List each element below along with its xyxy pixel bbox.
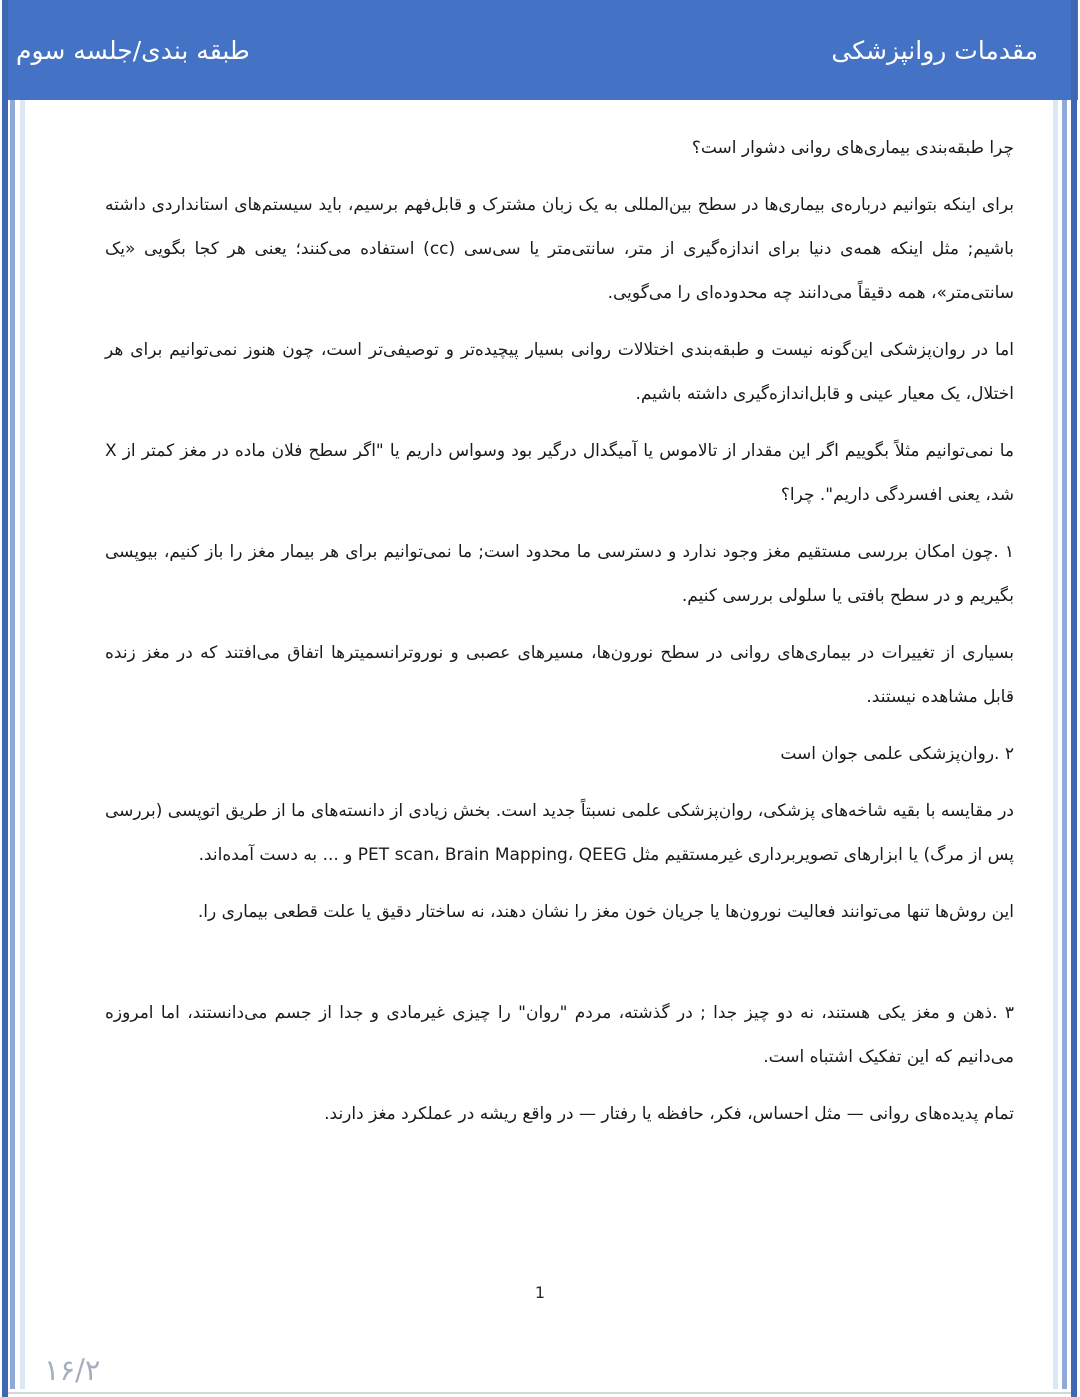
right-border-outer-stripe [1071, 0, 1077, 1397]
document-body [8, 100, 1072, 1357]
document-paragraph: ۲ .روان‌پزشکی علمی جوان است [780, 744, 1014, 764]
document-paragraph: برای اینکه بتوانیم درباره‌ی بیماری‌ها در سطح بین‌المللی به یک زبان مشترک و قابل‌فهم برسیم، باید سیستم‌های استانداردی داشته باشیم; مثل اینکه همه‌ی دنیا برای اندازه‌گیری از متر، سانتی‌متر یا سی‌سی (cc) استفاده می‌کنند؛ یعنی هر کجا بگویی «یک سانتی‌متر»، همه دقیقاً می‌دانند چه محدوده‌ای را می‌گویی. [105, 195, 1014, 303]
header-course-title: مقدمات روانپزشکی [831, 35, 1038, 65]
document-paragraph [105, 947, 1014, 991]
page-header [2, 0, 1078, 100]
document-paragraph: ۳ .ذهن و مغز یکی هستند، نه دو چیز جدا ; در گذشته، مردم "روان" را چیزی غیرمادی و جدا از جسم می‌دانستند، اما امروزه می‌دانیم که این تفکیک اشتباه است. [105, 1003, 1014, 1067]
document-paragraph: در مقایسه با بقیه شاخه‌های پزشکی، روان‌پزشکی علمی نسبتاً جدید است. بخش زیادی از دانسته‌های ما از طریق اتوپسی (بررسی پس از مرگ) یا ابزارهای تصویربرداری غیرمستقیم مثل PET scan، Brain Mapping، QEEG و ... به دست آمده‌اند. [105, 801, 1014, 865]
header-session-title: طبقه بندی/جلسه سوم [16, 35, 250, 65]
right-border-inner-stripe [1053, 100, 1058, 1389]
document-paragraph: این روش‌ها تنها می‌توانند فعالیت نورون‌ها یا جریان خون مغز را نشان دهند، نه ساختار دقیق یا علت قطعی بیماری را. [197, 902, 1014, 922]
left-border-middle-stripe [10, 100, 15, 1389]
document-paragraph: اما در روان‌پزشکی این‌گونه نیست و طبقه‌بندی اختلالات روانی بسیار پیچیده‌تر و توصیفی‌تر است، چون هنوز نمی‌توانیم برای هر اختلال، یک معیار عینی و قابل‌اندازه‌گیری داشته باشیم. [105, 340, 1014, 404]
page-number: 1 [534, 1283, 546, 1302]
document-paragraph: تمام پدیده‌های روانی — مثل احساس، فکر، حافظه یا رفتار — در واقع ریشه در عملکرد مغز دارند. [324, 1104, 1014, 1124]
document-paragraph: چرا طبقه‌بندی بیماری‌های روانی دشوار است؟ [691, 138, 1014, 158]
footer-note: ۱۶/۲ [44, 1353, 101, 1387]
document-paragraph: ما نمی‌توانیم مثلاً بگوییم اگر این مقدار از تالاموس یا آمیگدال درگیر بود وسواس داریم یا "اگر سطح فلان ماده در مغز کمتر از X شد، یعنی افسردگی داریم". چرا؟ [105, 441, 1014, 505]
document-paragraph: بسیاری از تغییرات در بیماری‌های روانی در سطح نورون‌ها، مسیرهای عصبی و نوروترانسمیترها اتفاق می‌افتند که در مغز زنده قابل مشاهده نیستند. [105, 643, 1014, 707]
document-paragraph: ۱ .چون امکان بررسی مستقیم مغز وجود ندارد و دسترسی ما محدود است; ما نمی‌توانیم برای هر بیمار مغز را باز کنیم، بیوپسی بگیریم و در سطح بافتی یا سلولی بررسی کنیم. [105, 542, 1014, 606]
bottom-border-line [8, 1392, 1072, 1394]
left-border-inner-stripe [20, 100, 25, 1389]
right-border-middle-stripe [1062, 100, 1067, 1389]
left-border-outer-stripe [2, 0, 8, 1397]
